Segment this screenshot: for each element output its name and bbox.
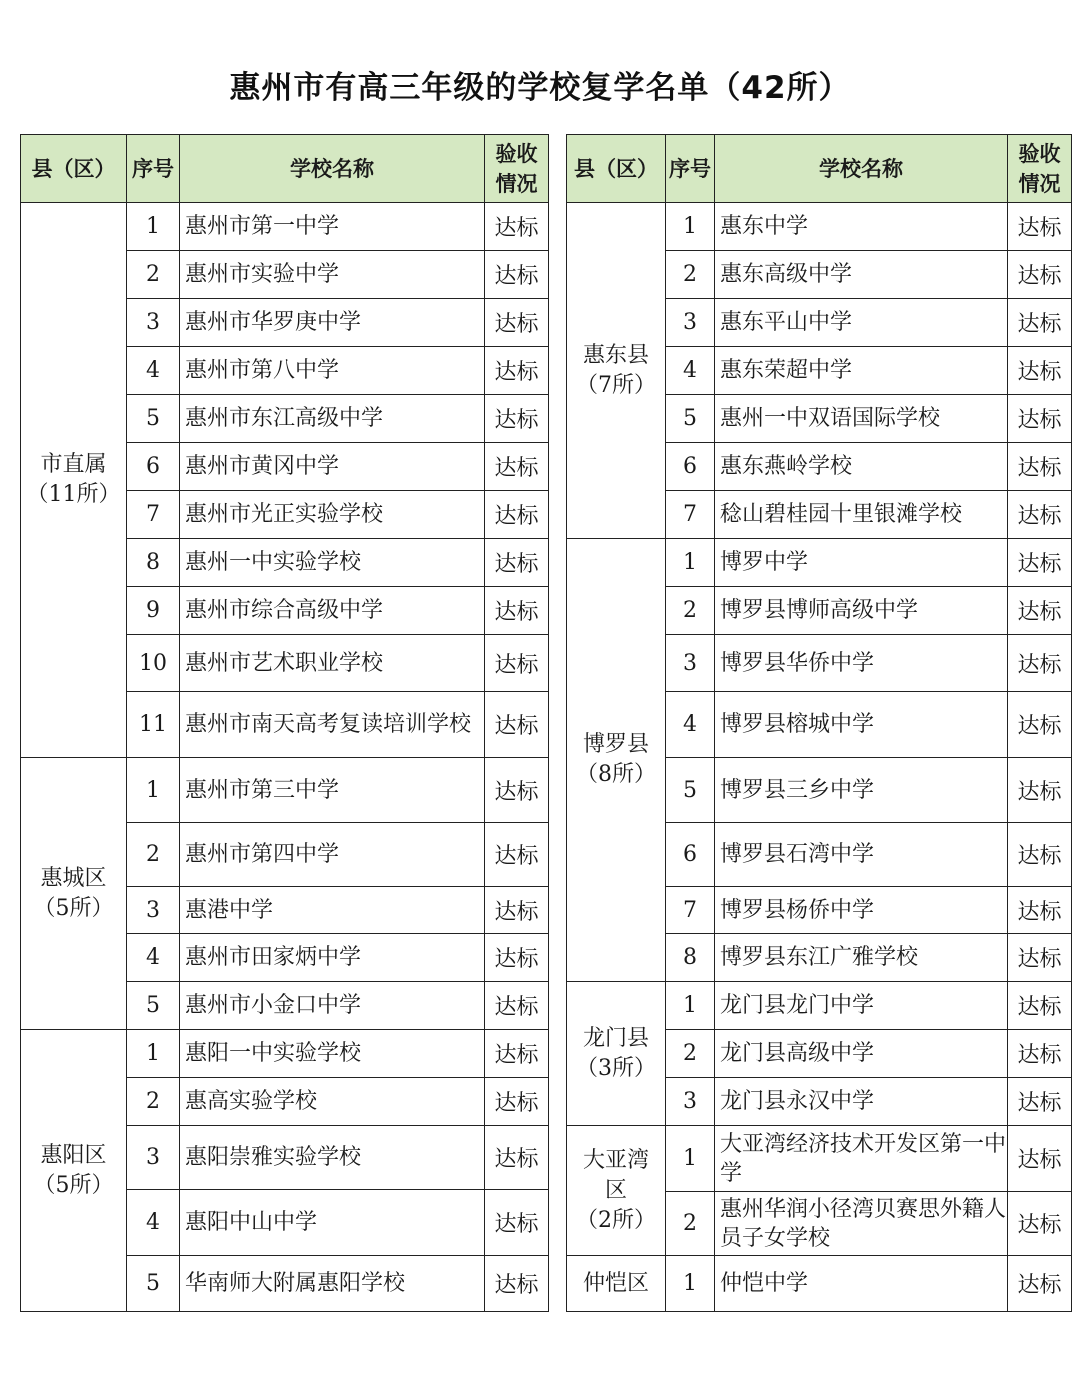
county-count: （8所） bbox=[576, 762, 656, 787]
seq-cell: 2 bbox=[127, 251, 180, 299]
county-count: （11所） bbox=[26, 482, 121, 507]
county-name: 惠东县 bbox=[582, 342, 649, 368]
header-seq: 序号 bbox=[666, 135, 715, 203]
seq-cell: 5 bbox=[666, 758, 715, 823]
seq-cell: 7 bbox=[127, 491, 180, 539]
status-cell: 达标 bbox=[485, 758, 549, 823]
header-row bbox=[21, 135, 549, 203]
table-row bbox=[567, 203, 1072, 251]
status-cell: 达标 bbox=[485, 887, 549, 934]
school-table-right bbox=[566, 134, 1072, 1312]
seq-cell: 6 bbox=[666, 823, 715, 887]
school-name-cell: 惠州市综合高级中学 bbox=[180, 587, 485, 635]
seq-cell: 1 bbox=[666, 1256, 715, 1312]
status-cell: 达标 bbox=[1008, 1256, 1072, 1312]
county-cell bbox=[21, 1030, 127, 1312]
table-row bbox=[21, 203, 549, 251]
status-cell: 达标 bbox=[1008, 823, 1072, 887]
school-name-cell: 惠州市第三中学 bbox=[180, 758, 485, 823]
school-name-cell: 惠州市第一中学 bbox=[180, 203, 485, 251]
header-check-line2: 情况 bbox=[1018, 171, 1061, 196]
header-school: 学校名称 bbox=[180, 135, 485, 203]
status-cell: 达标 bbox=[485, 395, 549, 443]
school-name-cell: 稔山碧桂园十里银滩学校 bbox=[715, 491, 1008, 539]
seq-cell: 1 bbox=[666, 1126, 715, 1192]
school-name-cell: 惠州市第四中学 bbox=[180, 823, 485, 887]
header-check bbox=[485, 135, 549, 203]
seq-cell: 1 bbox=[666, 203, 715, 251]
status-cell: 达标 bbox=[485, 1078, 549, 1126]
header-county: 县（区） bbox=[567, 135, 666, 203]
status-cell: 达标 bbox=[485, 539, 549, 587]
seq-cell: 5 bbox=[666, 395, 715, 443]
header-check-line1: 验收 bbox=[1018, 141, 1061, 166]
seq-cell: 1 bbox=[666, 539, 715, 587]
school-name-cell: 惠州市小金口中学 bbox=[180, 982, 485, 1030]
status-cell: 达标 bbox=[1008, 1030, 1072, 1078]
school-name-cell: 惠州市实验中学 bbox=[180, 251, 485, 299]
status-cell: 达标 bbox=[485, 587, 549, 635]
status-cell: 达标 bbox=[485, 934, 549, 982]
status-cell: 达标 bbox=[1008, 692, 1072, 758]
seq-cell: 6 bbox=[666, 443, 715, 491]
county-name: 惠阳区 bbox=[40, 1142, 107, 1168]
header-check-line2: 情况 bbox=[495, 171, 538, 196]
status-cell: 达标 bbox=[1008, 934, 1072, 982]
school-name-cell: 惠州市光正实验学校 bbox=[180, 491, 485, 539]
county-count: （5所） bbox=[33, 1172, 114, 1198]
county-cell bbox=[567, 1126, 666, 1256]
status-cell: 达标 bbox=[1008, 758, 1072, 823]
school-name-cell: 博罗县博师高级中学 bbox=[715, 587, 1008, 635]
seq-cell: 5 bbox=[127, 982, 180, 1030]
school-name-cell: 大亚湾经济技术开发区第一中学 bbox=[715, 1126, 1008, 1192]
status-cell: 达标 bbox=[485, 823, 549, 887]
county-name: 市直属 bbox=[40, 452, 107, 477]
county-name: 博罗县 bbox=[582, 732, 649, 757]
county-count: （5所） bbox=[33, 895, 114, 921]
table-row bbox=[567, 982, 1072, 1030]
status-cell: 达标 bbox=[1008, 1078, 1072, 1126]
school-name-cell: 博罗中学 bbox=[715, 539, 1008, 587]
seq-cell: 6 bbox=[127, 443, 180, 491]
county-count: （3所） bbox=[576, 1055, 656, 1081]
school-name-cell: 惠港中学 bbox=[180, 887, 485, 934]
school-name-cell: 龙门县高级中学 bbox=[715, 1030, 1008, 1078]
status-cell: 达标 bbox=[485, 203, 549, 251]
status-cell: 达标 bbox=[1008, 491, 1072, 539]
school-name-cell: 博罗县三乡中学 bbox=[715, 758, 1008, 823]
status-cell: 达标 bbox=[1008, 203, 1072, 251]
seq-cell: 1 bbox=[666, 982, 715, 1030]
school-table-left bbox=[20, 134, 549, 1312]
seq-cell: 2 bbox=[666, 1192, 715, 1256]
seq-cell: 8 bbox=[666, 934, 715, 982]
header-check bbox=[1008, 135, 1072, 203]
header-check-line1: 验收 bbox=[495, 141, 538, 166]
seq-cell: 3 bbox=[127, 299, 180, 347]
county-cell bbox=[567, 1256, 666, 1312]
status-cell: 达标 bbox=[1008, 1192, 1072, 1256]
seq-cell: 2 bbox=[666, 587, 715, 635]
school-name-cell: 华南师大附属惠阳学校 bbox=[180, 1256, 485, 1312]
seq-cell: 2 bbox=[127, 823, 180, 887]
seq-cell: 3 bbox=[127, 887, 180, 934]
seq-cell: 3 bbox=[666, 1078, 715, 1126]
status-cell: 达标 bbox=[485, 347, 549, 395]
school-name-cell: 惠州一中双语国际学校 bbox=[715, 395, 1008, 443]
school-name-cell: 惠阳中山中学 bbox=[180, 1190, 485, 1256]
header-seq: 序号 bbox=[127, 135, 180, 203]
status-cell: 达标 bbox=[1008, 982, 1072, 1030]
school-name-cell: 惠东平山中学 bbox=[715, 299, 1008, 347]
school-name-cell: 惠州华润小径湾贝赛思外籍人员子女学校 bbox=[715, 1192, 1008, 1256]
school-name-cell: 惠东中学 bbox=[715, 203, 1008, 251]
school-name-cell: 博罗县东江广雅学校 bbox=[715, 934, 1008, 982]
page-title: 惠州市有高三年级的学校复学名单（42所） bbox=[229, 70, 851, 106]
status-cell: 达标 bbox=[1008, 539, 1072, 587]
county-cell bbox=[21, 203, 127, 758]
county-cell bbox=[567, 982, 666, 1126]
county-name: 大亚湾区 bbox=[582, 1147, 649, 1203]
seq-cell: 4 bbox=[127, 934, 180, 982]
status-cell: 达标 bbox=[1008, 251, 1072, 299]
status-cell: 达标 bbox=[1008, 587, 1072, 635]
seq-cell: 1 bbox=[127, 203, 180, 251]
status-cell: 达标 bbox=[1008, 887, 1072, 934]
school-name-cell: 龙门县永汉中学 bbox=[715, 1078, 1008, 1126]
status-cell: 达标 bbox=[485, 1190, 549, 1256]
status-cell: 达标 bbox=[485, 443, 549, 491]
status-cell: 达标 bbox=[1008, 299, 1072, 347]
school-name-cell: 惠州市艺术职业学校 bbox=[180, 635, 485, 692]
school-name-cell: 惠州市黄冈中学 bbox=[180, 443, 485, 491]
county-cell bbox=[567, 539, 666, 982]
status-cell: 达标 bbox=[485, 692, 549, 758]
county-name: 仲恺区 bbox=[582, 1270, 649, 1296]
seq-cell: 8 bbox=[127, 539, 180, 587]
school-name-cell: 惠东荣超中学 bbox=[715, 347, 1008, 395]
school-name-cell: 惠高实验学校 bbox=[180, 1078, 485, 1126]
table-row bbox=[567, 1126, 1072, 1192]
status-cell: 达标 bbox=[1008, 443, 1072, 491]
header-school: 学校名称 bbox=[715, 135, 1008, 203]
school-name-cell: 惠州一中实验学校 bbox=[180, 539, 485, 587]
school-name-cell: 龙门县龙门中学 bbox=[715, 982, 1008, 1030]
school-name-cell: 博罗县榕城中学 bbox=[715, 692, 1008, 758]
seq-cell: 2 bbox=[666, 251, 715, 299]
seq-cell: 3 bbox=[666, 299, 715, 347]
seq-cell: 7 bbox=[666, 887, 715, 934]
seq-cell: 4 bbox=[127, 347, 180, 395]
school-name-cell: 惠东燕岭学校 bbox=[715, 443, 1008, 491]
seq-cell: 1 bbox=[127, 1030, 180, 1078]
header-row bbox=[567, 135, 1072, 203]
status-cell: 达标 bbox=[1008, 347, 1072, 395]
status-cell: 达标 bbox=[485, 251, 549, 299]
seq-cell: 9 bbox=[127, 587, 180, 635]
table-row bbox=[567, 1256, 1072, 1312]
school-name-cell: 博罗县杨侨中学 bbox=[715, 887, 1008, 934]
school-name-cell: 仲恺中学 bbox=[715, 1256, 1008, 1312]
seq-cell: 7 bbox=[666, 491, 715, 539]
status-cell: 达标 bbox=[485, 299, 549, 347]
seq-cell: 4 bbox=[127, 1190, 180, 1256]
seq-cell: 5 bbox=[127, 1256, 180, 1312]
school-name-cell: 惠阳一中实验学校 bbox=[180, 1030, 485, 1078]
table-row bbox=[567, 539, 1072, 587]
status-cell: 达标 bbox=[1008, 1126, 1072, 1192]
seq-cell: 1 bbox=[127, 758, 180, 823]
school-name-cell: 惠州市华罗庚中学 bbox=[180, 299, 485, 347]
seq-cell: 2 bbox=[127, 1078, 180, 1126]
status-cell: 达标 bbox=[485, 982, 549, 1030]
county-name: 惠城区 bbox=[40, 865, 107, 891]
school-name-cell: 惠州市南天高考复读培训学校 bbox=[180, 692, 485, 758]
county-cell bbox=[567, 203, 666, 539]
school-name-cell: 博罗县石湾中学 bbox=[715, 823, 1008, 887]
header-county: 县（区） bbox=[21, 135, 127, 203]
status-cell: 达标 bbox=[485, 1030, 549, 1078]
seq-cell: 3 bbox=[127, 1126, 180, 1190]
seq-cell: 3 bbox=[666, 635, 715, 692]
status-cell: 达标 bbox=[485, 635, 549, 692]
seq-cell: 11 bbox=[127, 692, 180, 758]
school-name-cell: 惠州市第八中学 bbox=[180, 347, 485, 395]
county-name: 龙门县 bbox=[582, 1025, 649, 1051]
seq-cell: 4 bbox=[666, 692, 715, 758]
table-row bbox=[21, 1030, 549, 1078]
school-name-cell: 博罗县华侨中学 bbox=[715, 635, 1008, 692]
seq-cell: 2 bbox=[666, 1030, 715, 1078]
status-cell: 达标 bbox=[485, 1256, 549, 1312]
status-cell: 达标 bbox=[485, 1126, 549, 1190]
school-name-cell: 惠东高级中学 bbox=[715, 251, 1008, 299]
seq-cell: 4 bbox=[666, 347, 715, 395]
seq-cell: 5 bbox=[127, 395, 180, 443]
status-cell: 达标 bbox=[485, 491, 549, 539]
status-cell: 达标 bbox=[1008, 635, 1072, 692]
county-cell bbox=[21, 758, 127, 1030]
status-cell: 达标 bbox=[1008, 395, 1072, 443]
school-name-cell: 惠州市田家炳中学 bbox=[180, 934, 485, 982]
school-name-cell: 惠阳崇雅实验学校 bbox=[180, 1126, 485, 1190]
seq-cell: 10 bbox=[127, 635, 180, 692]
school-name-cell: 惠州市东江高级中学 bbox=[180, 395, 485, 443]
county-count: （2所） bbox=[576, 1207, 656, 1233]
county-count: （7所） bbox=[576, 372, 656, 398]
table-row bbox=[21, 758, 549, 823]
